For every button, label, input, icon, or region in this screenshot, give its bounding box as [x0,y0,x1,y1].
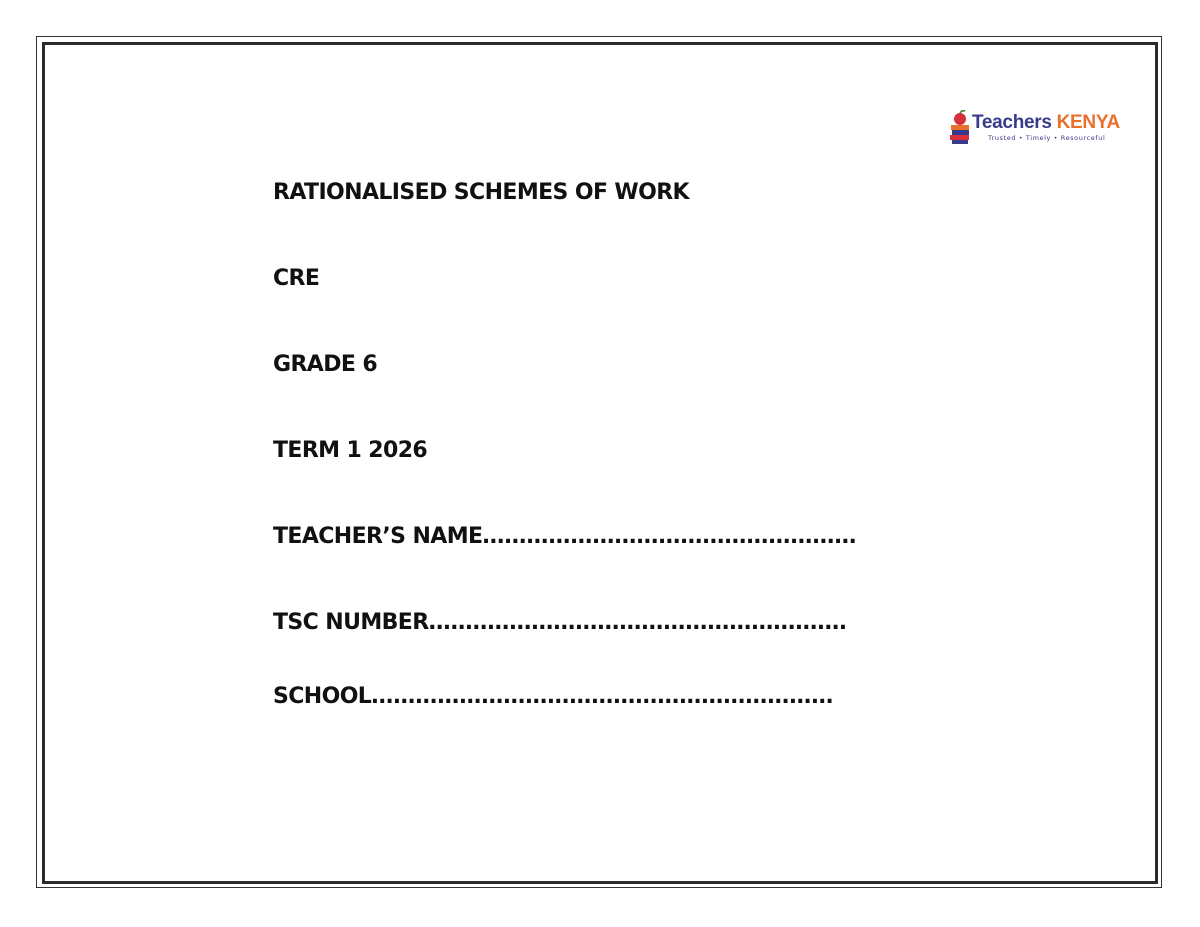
apple-books-icon [948,110,974,146]
logo-brand-first: Teachers [972,112,1052,133]
school-dots: ……………………………………………………… [371,684,834,709]
tsc-number-dots: ………………………………………………… [428,610,847,635]
term-line: TERM 1 2026 [273,438,428,463]
document-title: RATIONALISED SCHEMES OF WORK [273,180,689,205]
teacher-name-label: TEACHER’S NAME [273,524,483,549]
tsc-number-label: TSC NUMBER [273,610,429,635]
logo-tagline: Trusted • Timely • Resourceful [988,134,1106,142]
teachers-kenya-logo [948,110,1120,148]
logo-brand-second: KENYA [1056,112,1120,133]
teacher-name-dots: …………………………………………… [482,524,857,549]
teacher-name-field [273,524,856,550]
logo-wordmark [972,112,1120,134]
grade-line: GRADE 6 [273,352,378,377]
page-border-inner [42,42,1158,884]
subject-line: CRE [273,266,320,291]
school-label: SCHOOL [273,684,372,709]
tsc-number-field [273,610,847,636]
school-field [273,684,833,710]
